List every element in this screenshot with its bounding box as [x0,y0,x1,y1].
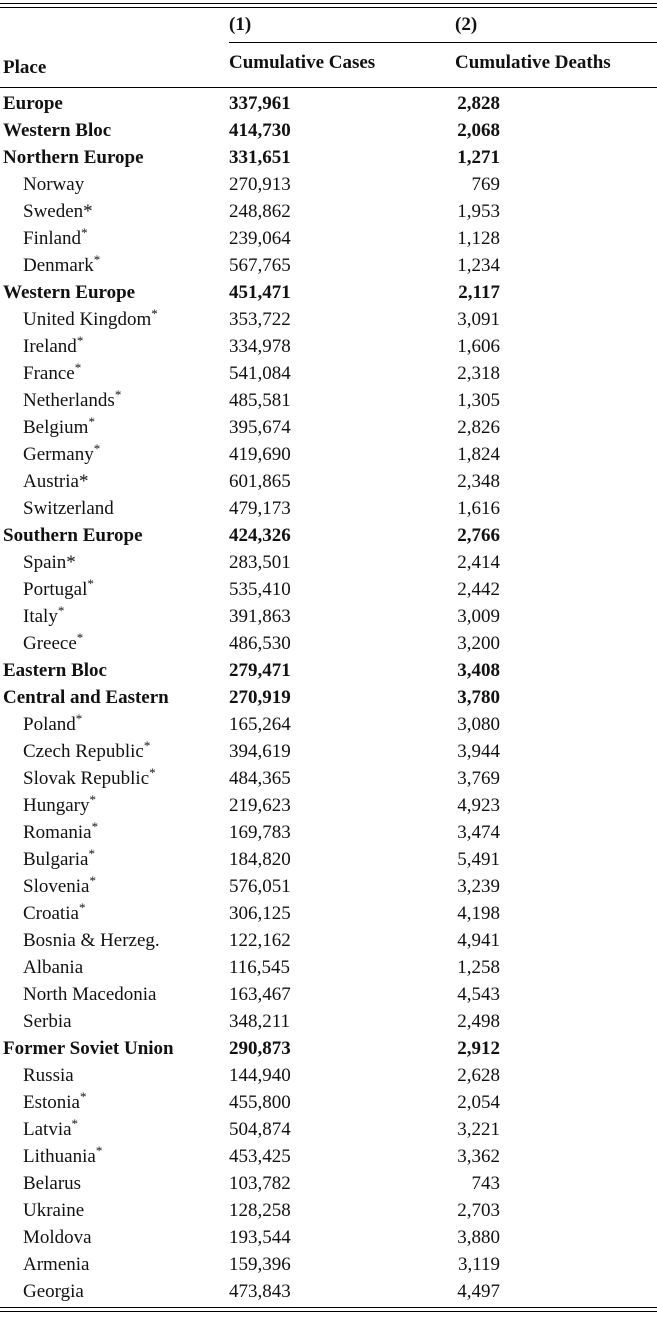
column-1-number: (1) [229,14,252,35]
cumulative-deaths-cell: 769 [471,174,500,195]
place-cell [23,711,82,738]
table-row [0,603,657,630]
table-row [0,360,657,387]
table-row [0,225,657,252]
place-name: Ukraine [23,1200,85,1221]
cumulative-cases-cell: 473,843 [229,1281,291,1302]
asterisk-marker: * [114,387,122,402]
place-cell [23,468,88,495]
cumulative-deaths-cell: 2,318 [457,363,500,384]
place-name: Central and Eastern [3,687,169,708]
table-row [0,171,657,198]
asterisk-marker: * [151,306,158,321]
table-row [0,90,657,117]
table-row [0,927,657,954]
table-top-rule-1 [0,3,657,4]
cumulative-deaths-cell: 2,414 [457,552,500,573]
table-row [0,468,657,495]
place-cell [23,333,83,360]
place-cell [3,522,143,549]
asterisk-marker: * [89,873,96,888]
cumulative-deaths-cell: 3,221 [457,1119,500,1140]
cumulative-cases-cell: 453,425 [229,1146,291,1167]
table-row [0,900,657,927]
cumulative-cases-cell: 419,690 [229,444,291,465]
table-row [0,522,657,549]
place-name: Armenia [23,1254,90,1275]
place-name: Netherlands [23,390,115,411]
table-row [0,1035,657,1062]
place-name: Bosnia & Herzeg. [23,930,160,951]
cumulative-cases-cell: 219,623 [229,795,291,816]
cumulative-deaths-cell: 2,054 [457,1092,500,1113]
cumulative-cases-cell: 484,365 [229,768,291,789]
place-cell [23,414,95,441]
cumulative-cases-cell: 567,765 [229,255,291,276]
place-name: Moldova [23,1227,92,1248]
place-cell [23,1278,84,1305]
place-name: Slovenia [23,876,90,897]
cumulative-deaths-cell: 4,198 [457,903,500,924]
cumulative-cases-cell: 270,913 [229,174,291,195]
cumulative-deaths-cell: 3,408 [457,660,500,681]
cumulative-deaths-cell: 3,880 [457,1227,500,1248]
cumulative-deaths-cell: 1,616 [457,498,500,519]
place-name: Eastern Bloc [3,660,107,681]
cumulative-cases-cell: 165,264 [229,714,291,735]
place-name: Germany [23,444,94,465]
place-name: North Macedonia [23,984,157,1005]
cumulative-cases-cell: 541,084 [229,363,291,384]
cumulative-cases-cell: 239,064 [229,228,291,249]
table-row [0,846,657,873]
place-cell [3,117,111,144]
cumulative-deaths-cell: 3,780 [457,687,500,708]
place-cell [23,360,81,387]
cumulative-deaths-cell: 1,258 [457,957,500,978]
place-name: France [23,363,75,384]
place-cell [23,1197,84,1224]
place-cell [23,1062,74,1089]
cumulative-deaths-cell: 743 [471,1173,500,1194]
place-name: Hungary [23,795,90,816]
place-cell [23,1089,87,1116]
place-cell [23,252,100,279]
table-row [0,1251,657,1278]
cumulative-cases-cell: 331,651 [229,147,291,168]
table-row [0,711,657,738]
place-cell [3,279,135,306]
cumulative-cases-cell: 348,211 [229,1011,291,1032]
cumulative-deaths-cell: 3,362 [457,1146,500,1167]
place-cell [23,900,85,927]
cumulative-deaths-cell: 2,498 [457,1011,500,1032]
table-row [0,576,657,603]
cumulative-deaths-cell: 3,474 [457,822,500,843]
table-bottom-rule-2 [0,1311,657,1312]
place-cell [23,765,156,792]
place-name: Croatia [23,903,79,924]
place-name: Greece [23,633,77,654]
asterisk-marker: * [71,1116,79,1131]
place-name: Poland [23,714,76,735]
place-name: Slovak Republic [23,768,150,789]
header-place: Place [3,57,47,78]
place-name: Southern Europe [3,525,143,546]
place-name: Norway [23,174,85,195]
asterisk-marker: * [93,441,101,456]
cumulative-cases-cell: 535,410 [229,579,291,600]
cumulative-cases-cell: 424,326 [229,525,291,546]
table-row [0,684,657,711]
place-cell [23,441,100,468]
cumulative-deaths-cell: 3,769 [457,768,500,789]
table-row [0,819,657,846]
cumulative-deaths-cell: 3,239 [457,876,500,897]
table-row [0,873,657,900]
place-name: Albania [23,957,84,978]
cumulative-deaths-cell: 4,543 [457,984,500,1005]
asterisk-marker: * [78,900,86,915]
cumulative-deaths-cell: 2,826 [457,417,500,438]
place-cell [23,981,156,1008]
place-name: Belarus [23,1173,82,1194]
place-name: Switzerland [23,498,114,519]
place-cell [3,144,144,171]
cumulative-cases-cell: 290,873 [229,1038,291,1059]
cumulative-deaths-cell: 1,234 [457,255,500,276]
table-row [0,1062,657,1089]
table-top-rule-2 [0,7,657,8]
cumulative-cases-cell: 485,581 [229,390,291,411]
cumulative-deaths-cell: 2,828 [457,93,500,114]
place-cell [23,1008,72,1035]
place-cell [23,819,98,846]
place-cell [23,306,158,333]
cumulative-cases-cell: 279,471 [229,660,291,681]
place-cell [23,1143,102,1170]
cumulative-cases-cell: 283,501 [229,552,291,573]
place-cell [23,387,121,414]
cumulative-deaths-cell: 2,912 [457,1038,500,1059]
place-name: Finland [23,228,82,249]
cumulative-deaths-cell: 3,080 [457,714,500,735]
cumulative-cases-cell: 395,674 [229,417,291,438]
asterisk-marker: * [76,630,84,645]
cumulative-cases-cell: 184,820 [229,849,291,870]
place-cell [23,954,83,981]
cumulative-cases-cell: 169,783 [229,822,291,843]
cumulative-cases-cell: 455,800 [229,1092,291,1113]
table-row [0,738,657,765]
column-2-number: (2) [455,14,478,35]
place-cell [3,684,169,711]
cumulative-cases-cell: 122,162 [229,930,291,951]
place-name: Ireland [23,336,77,357]
table-row [0,117,657,144]
asterisk-marker: * [143,738,151,753]
place-name: Belgium [23,417,89,438]
asterisk-marker: * [83,201,93,222]
place-cell [3,657,107,684]
cumulative-deaths-cell: 4,497 [457,1281,500,1302]
header-bottom-rule [0,87,657,88]
place-name: Lithuania [23,1146,96,1167]
place-name: Denmark [23,255,94,276]
place-cell [23,576,94,603]
cumulative-deaths-cell: 4,923 [457,795,500,816]
place-name: United Kingdom [23,309,152,330]
table-row [0,765,657,792]
cumulative-deaths-cell: 2,442 [457,579,500,600]
cumulative-cases-cell: 504,874 [229,1119,291,1140]
table-row [0,441,657,468]
place-cell [23,1170,81,1197]
cumulative-cases-cell: 116,545 [229,957,291,978]
cumulative-cases-cell: 103,782 [229,1173,291,1194]
cumulative-cases-cell: 486,530 [229,633,291,654]
asterisk-marker: * [89,792,96,807]
cumulative-deaths-cell: 1,824 [457,444,500,465]
cumulative-deaths-cell: 1,128 [457,228,500,249]
table-row [0,657,657,684]
table-body [0,90,657,1305]
header-cumulative-cases: Cumulative Cases [229,52,376,73]
cumulative-cases-cell: 334,978 [229,336,291,357]
header-mid-rule [229,42,657,43]
table-row [0,954,657,981]
cumulative-cases-cell: 394,619 [229,741,291,762]
cumulative-deaths-cell: 1,271 [457,147,500,168]
asterisk-marker: * [75,711,83,726]
cumulative-deaths-cell: 2,703 [457,1200,500,1221]
place-name: Northern Europe [3,147,144,168]
cumulative-cases-cell: 248,862 [229,201,291,222]
cumulative-deaths-cell: 1,953 [457,201,500,222]
cumulative-cases-cell: 479,173 [229,498,291,519]
cumulative-deaths-cell: 2,628 [457,1065,500,1086]
table-row [0,630,657,657]
table-row [0,144,657,171]
table-row [0,981,657,1008]
place-name: Estonia [23,1092,80,1113]
table-row [0,1224,657,1251]
asterisk-marker: * [80,1089,87,1104]
table-row [0,1170,657,1197]
cumulative-deaths-cell: 2,766 [457,525,500,546]
cumulative-cases-cell: 414,730 [229,120,291,141]
place-name: Portugal [23,579,88,600]
place-name: Western Bloc [3,120,112,141]
place-cell [23,1251,89,1278]
cumulative-deaths-cell: 3,200 [457,633,500,654]
cumulative-deaths-cell: 2,117 [458,282,500,303]
place-cell [23,171,84,198]
place-name: Latvia [23,1119,72,1140]
place-cell [23,225,88,252]
cumulative-deaths-cell: 1,305 [457,390,500,411]
place-cell [23,927,160,954]
place-cell [23,549,76,576]
place-cell [23,198,93,225]
place-cell [23,846,95,873]
table-row [0,1278,657,1305]
cumulative-cases-cell: 451,471 [229,282,291,303]
table-row [0,414,657,441]
place-name: Spain [23,552,67,573]
place-name: Former Soviet Union [3,1038,174,1059]
table-row [0,792,657,819]
cumulative-cases-cell: 391,863 [229,606,291,627]
table-row [0,306,657,333]
cumulative-cases-cell: 163,467 [229,984,291,1005]
cumulative-cases-cell: 270,919 [229,687,291,708]
place-name: Russia [23,1065,74,1086]
cumulative-deaths-cell: 3,944 [457,741,500,762]
table-row [0,1197,657,1224]
header-cumulative-deaths: Cumulative Deaths [455,52,611,73]
place-name: Austria [23,471,79,492]
cumulative-cases-cell: 306,125 [229,903,291,924]
table-row [0,252,657,279]
cumulative-cases-cell: 337,961 [229,93,291,114]
asterisk-marker: * [76,333,84,348]
cumulative-cases-cell: 128,258 [229,1200,291,1221]
place-name: Bulgaria [23,849,89,870]
cumulative-deaths-cell: 4,941 [457,930,500,951]
place-name: Europe [3,93,63,114]
place-name: Czech Republic [23,741,144,762]
place-cell [3,90,63,117]
cumulative-deaths-cell: 2,068 [457,120,500,141]
asterisk-marker: * [74,360,82,375]
asterisk-marker: * [88,846,95,861]
cumulative-deaths-cell: 5,491 [457,849,500,870]
cumulative-cases-cell: 144,940 [229,1065,291,1086]
place-cell [23,495,114,522]
cumulative-cases-cell: 159,396 [229,1254,291,1275]
asterisk-marker: * [66,552,76,573]
place-name: Serbia [23,1011,72,1032]
asterisk-marker: * [81,225,88,240]
asterisk-marker: * [93,252,101,267]
place-name: Georgia [23,1281,84,1302]
place-cell [23,630,83,657]
table-row [0,1143,657,1170]
table-row [0,333,657,360]
asterisk-marker: * [91,819,99,834]
table-row [0,198,657,225]
table-row [0,387,657,414]
place-cell [23,873,96,900]
cumulative-cases-cell: 353,722 [229,309,291,330]
place-name: Western Europe [3,282,136,303]
place-cell [23,603,64,630]
cumulative-deaths-cell: 3,119 [457,1254,500,1275]
place-cell [23,738,150,765]
cumulative-deaths-cell: 3,091 [457,309,500,330]
place-cell [23,1224,92,1251]
asterisk-marker: * [149,765,156,780]
table-row [0,1089,657,1116]
cumulative-cases-cell: 576,051 [229,876,291,897]
table-row [0,1116,657,1143]
asterisk-marker: * [95,1143,103,1158]
table-bottom-rule-1 [0,1307,657,1308]
cumulative-deaths-cell: 1,606 [457,336,500,357]
table-row [0,279,657,306]
place-name: Sweden [23,201,84,222]
table-row [0,1008,657,1035]
asterisk-marker: * [88,414,95,429]
cumulative-cases-cell: 601,865 [229,471,291,492]
cumulative-deaths-cell: 3,009 [457,606,500,627]
place-cell [23,1116,78,1143]
table-row [0,549,657,576]
table-row [0,495,657,522]
place-cell [23,792,96,819]
cumulative-deaths-cell: 2,348 [457,471,500,492]
asterisk-marker: * [78,471,89,492]
place-name: Italy [23,606,58,627]
cumulative-cases-cell: 193,544 [229,1227,291,1248]
asterisk-marker: * [87,576,94,591]
asterisk-marker: * [57,603,65,618]
place-name: Romania [23,822,92,843]
place-cell [3,1035,174,1062]
